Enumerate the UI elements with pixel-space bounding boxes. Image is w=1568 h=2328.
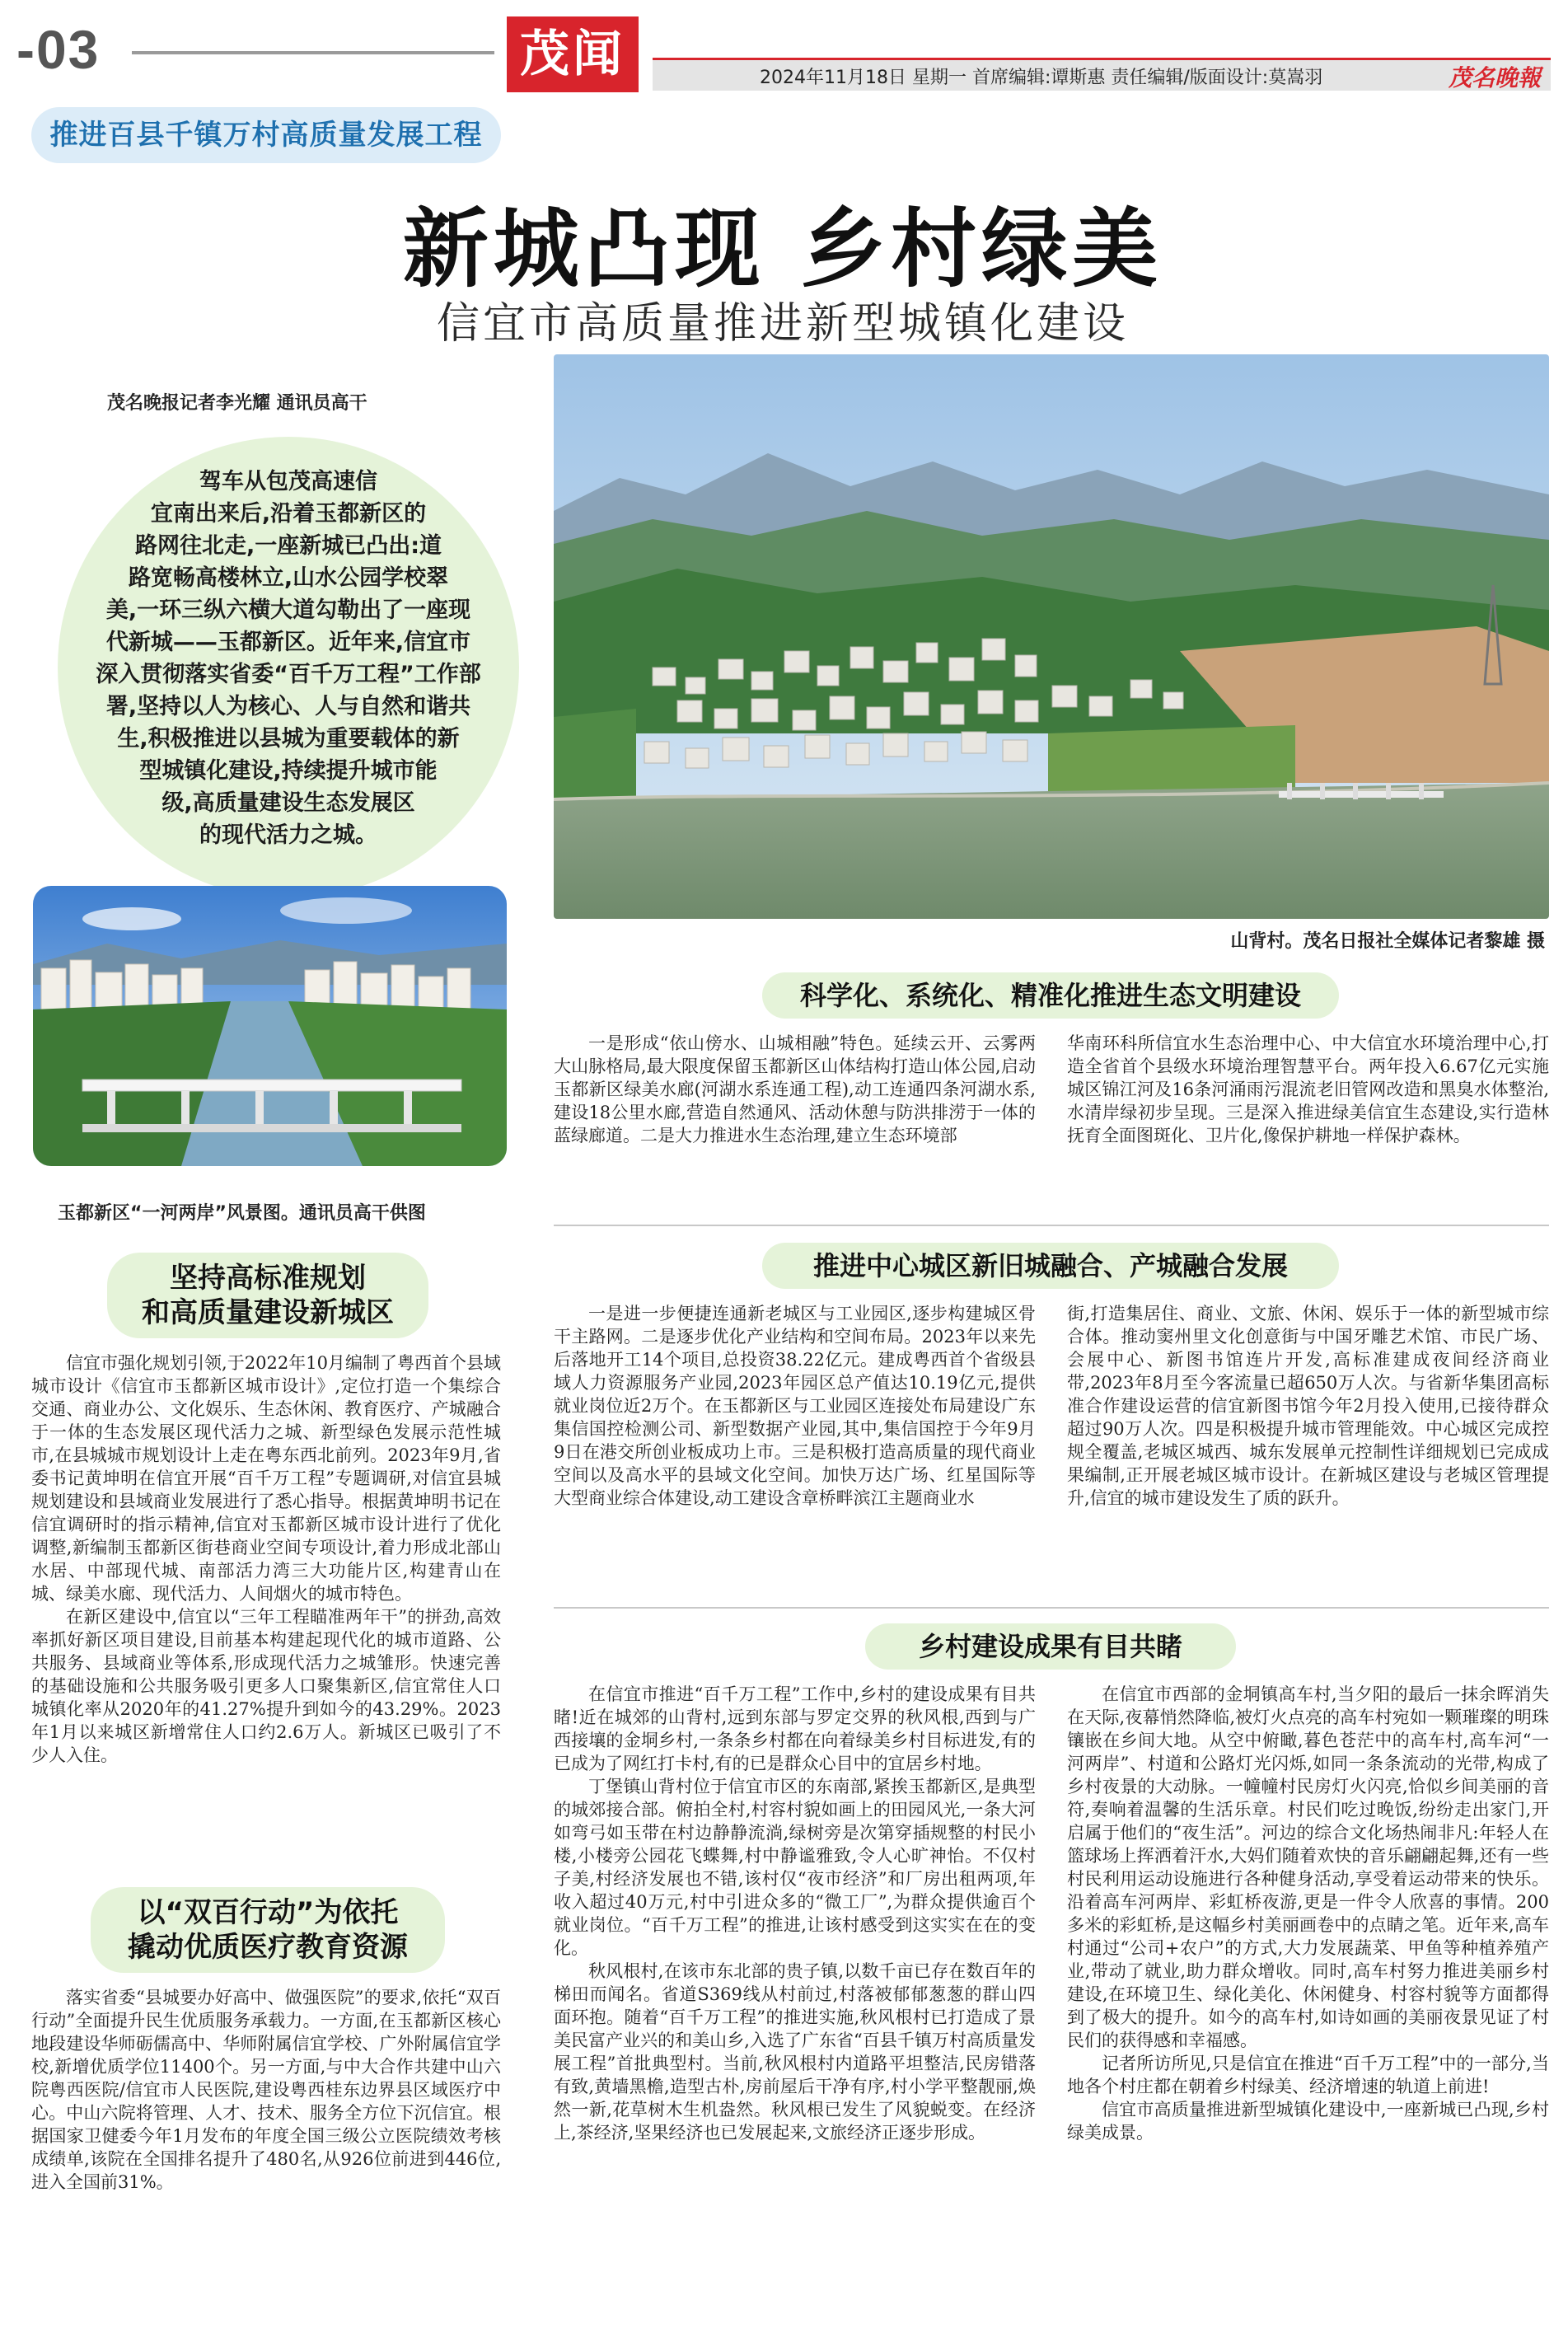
lead-line: 生,积极推进以县城为重要载体的新 — [117, 726, 460, 752]
heading-line: 坚持高标准规划 — [170, 1262, 366, 1295]
byline: 茂名晚报记者李光耀 通讯员高干 — [107, 393, 367, 414]
rural-body-col2 — [1067, 1683, 1549, 2144]
river-scenery-illustration — [33, 886, 507, 1166]
body-paragraph: 在新区建设中,信宜以“三年工程瞄准两年干”的拼劲,高效率抓好新区项目建设,目前基本构建起现代化的城市道路、公共服务、县域商业等体系,形成现代活力之城雏形。快速完善的基础设施和公共服务吸引更多人口聚集新区,信宜常住人口城镇化率从2020年的41.27%提升到如今的43.29%。2023年1月以来城区新增常住人口约2.6万人。新城区已吸引了不少人入住。 — [31, 1607, 501, 1765]
lead-line: 美,一环三纵六横大道勾勒出了一座现 — [105, 597, 471, 623]
section-heading-integration: 推进中心城区新旧城融合、产城融合发展 — [762, 1243, 1339, 1289]
body-paragraph: 落实省委“县城要办好高中、做强医院”的要求,依托“双百行动”全面提升民生优质服务承载力。一方面,在玉都新区核心地段建设华师砺儒高中、华师附属信宜学校、广外附属信宜学校,新增优质学位11400个。另一方面,与中大合作共建中山六院粤西医院/信宜市人民医院,建设粤西桂东边界县区域医疗中心。中山六院将管理、人才、技术、服务全方位下沉信宜。根据国家卫健委今年1月发布的年度全国三级公立医院绩效考核成绩单,该院在全国排名提升了480名,从926位前进到446位,进入全国前31%。 — [31, 1988, 501, 2192]
section-heading-ecology: 科学化、系统化、精准化推进生态文明建设 — [762, 972, 1339, 1019]
river-scenery-photo — [33, 886, 507, 1166]
sub-headline: 信宜市高质量推进新型城镇化建设 — [436, 299, 1129, 349]
heading-line: 撬动优质医疗教育资源 — [128, 1931, 408, 1964]
lead-paragraph — [82, 466, 494, 851]
lead-line: 宜南出来后,沿着玉都新区的 — [150, 501, 427, 527]
hero-photo-caption: 山背村。茂名日报社全媒体记者黎雄 摄 — [1230, 931, 1545, 952]
body-paragraph: 秋风根村,在该市东北部的贵子镇,以数千亩已存在数百年的梯田而闻名。省道S369线从村前过,村落被郁郁葱葱的群山四面环抱。随着“百千万工程”的推进实施,秋风根村已打造成了景美民富产业兴的和美山乡,入选了广东省“百县千镇万村高质量发展工程”首批典型村。当前,秋风根村内道路平坦整洁,民房错落有致,黄墙黑檐,造型古朴,房前屋后干净有序,村小学平整靓丽,焕然一新,花草树木生机盎然。秋风根已发生了风貌蜕变。在经济上,茶经济,坚果经济也已发展起来,文旅经济正逐步形成。 — [554, 1961, 1036, 2143]
body-paragraph: 华南环科所信宜水生态治理中心、中大信宜水环境治理中心,打造全省首个县级水环境治理智慧平台。两年投入6.67亿元实施城区锦江河及16条河涌雨污混流老旧管网改造和黑臭水体整治,水清岸绿初步呈现。三是深入推进绿美信宜生态建设,实行造林抚育全面图斑化、卫片化,像保护耕地一样保护森林。 — [1067, 1033, 1549, 1145]
body-paragraph: 在信宜市推进“百千万工程”工作中,乡村的建设成果有目共睹!近在城郊的山背村,远到东部与罗定交界的秋风根,西到与广西接壤的金垌乡村,一条条乡村都在向着绿美乡村目标进发,有的已成为了网红打卡村,有的已是群众心目中的宜居乡村地。 — [554, 1684, 1036, 1773]
medical-body — [31, 1986, 501, 2194]
lead-line: 深入贯彻落实省委“百千万工程”工作部 — [96, 662, 481, 687]
section-heading-planning — [107, 1253, 428, 1338]
body-paragraph: 信宜市强化规划引领,于2022年10月编制了粤西首个县域城市设计《信宜市玉都新区城市设计》,定位打造一个集综合交通、商业办公、文化娱乐、生态休闲、教育医疗、产城融合于一体的生态发展区现代活力之城、新型绿色发展示范性城市,在县城城市规划设计上走在粤东西北前列。2023年9月,省委书记黄坤明在信宜开展“百千万工程”专题调研,对信宜县城规划建设和县域商业发展进行了悉心指导。根据黄坤明书记在信宜调研时的指示精神,信宜对玉都新区城市设计进行了优化调整,新编制玉都新区街巷商业空间专项设计,着力形成北部山水居、中部现代城、南部活力湾三大功能片区,构建青山在城、绿美水廊、现代活力、人间烟火的城市特色。 — [31, 1353, 501, 1604]
body-paragraph: 一是进一步便捷连通新老城区与工业园区,逐步构建城区骨干主路网。二是逐步优化产业结构和空间布局。2023年以来先后落地开工14个项目,总投资38.22亿元。建成粤西首个省级县域人力资源服务产业园,2023年园区总产值达10.19亿元,提供就业岗位近2万个。在玉都新区与工业园区连接处布局建设广东集信国控检测公司、新型数据产业园,其中,集信国控于今年9月9日在港交所创业板成功上市。三是积极打造高质量的现代商业空间以及高水平的县域文化空间。加快万达广场、红星国际等大型商业综合体建设,动工建设含章桥畔滨江主题商业水 — [554, 1304, 1036, 1508]
lead-line: 路宽畅高楼林立,山水公园学校翠 — [128, 565, 449, 591]
village-aerial-illustration — [554, 354, 1549, 919]
section-label: 茂闻 — [507, 16, 639, 92]
header-rule — [132, 51, 494, 54]
section-divider — [554, 1607, 1549, 1609]
heading-line: 以“双百行动”为依托 — [137, 1896, 399, 1929]
lead-line: 署,坚持以人为核心、人与自然和谐共 — [105, 694, 471, 719]
body-paragraph: 在信宜市西部的金垌镇高车村,当夕阳的最后一抹余晖消失在天际,夜幕悄然降临,被灯火点亮的高车村宛如一颗璀璨的明珠镶嵌在乡间大地。从空中俯瞰,暮色苍茫中的高车村,高车河“一河两岸”、村道和公路灯光闪烁,如同一条条流动的光带,构成了乡村夜景的大动脉。一幢幢村民房灯火闪亮,恰似乡间美丽的音符,奏响着温馨的生活乐章。村民们吃过晚饭,纷纷走出家门,开启属于他们的“夜生活”。河边的综合文化场热闹非凡:年轻人在篮球场上挥洒着汗水,大妈们随着欢快的音乐翩翩起舞,还有一些村民利用运动设施进行各种健身活动,享受着运动带来的快乐。沿着高车河两岸、彩虹桥夜游,更是一件令人欣喜的事情。200多米的彩虹桥,是这幅乡村美丽画卷中的点睛之笔。近年来,高车村通过“公司+农户”的方式,大力发展蔬菜、甲鱼等种植养殖产业,带动了就业,助力群众增收。同时,高车村努力推进美丽乡村建设,在环境卫生、绿化美化、休闲健身、村容村貌等方面都得到了极大的提升。如今的高车村,如诗如画的美丽夜景见证了村民们的获得感和幸福感。 — [1067, 1684, 1549, 2050]
lead-line: 路网往北走,一座新城已凸出:道 — [134, 533, 442, 559]
village-aerial-photo — [554, 354, 1549, 919]
lead-line: 级,高质量建设生态发展区 — [161, 790, 415, 816]
integration-body-col1 — [554, 1302, 1036, 1510]
info-bar — [653, 58, 1551, 91]
newspaper-logo: 茂名晚報 — [1448, 64, 1541, 91]
body-paragraph: 丁堡镇山背村位于信宜市区的东南部,紧挨玉都新区,是典型的城郊接合部。俯拍全村,村容村貌如画上的田园风光,一条大河如弯弓如玉带在村边静静流淌,绿树旁是次第穿插规整的村民小楼,小楼旁公园花飞蝶舞,村中静谧雅致,令人心旷神怡。不仅村子美,村经济发展也不错,该村仅“夜市经济”和厂房出租两项,年收入超过40万元,村中引进众多的“微工厂”,为群众提供逾百个就业岗位。“百千万工程”的推进,让该村感受到这实实在在的变化。 — [554, 1777, 1036, 1958]
date-editor-line: 2024年11月18日 星期一 首席编辑:谭斯惠 责任编辑/版面设计:莫嵩羽 — [760, 68, 1323, 88]
main-headline: 新城凸现 乡村绿美 — [402, 199, 1163, 299]
rural-body-col1 — [554, 1683, 1036, 2144]
river-photo-caption: 玉都新区“一河两岸”风景图。通讯员高干供图 — [58, 1203, 426, 1224]
lead-line: 驾车从包茂高速信 — [199, 469, 377, 494]
ecology-body-col2 — [1067, 1032, 1549, 1147]
integration-body-col2 — [1067, 1302, 1549, 1510]
section-divider — [554, 1225, 1549, 1226]
lead-line: 代新城——玉都新区。近年来,信宜市 — [105, 630, 471, 655]
body-paragraph: 信宜市高质量推进新型城镇化建设中,一座新城已凸现,乡村绿美成景。 — [1067, 2100, 1549, 2143]
planning-body — [31, 1351, 501, 1767]
project-tag: 推进百县千镇万村高质量发展工程 — [31, 107, 501, 163]
body-paragraph: 记者所访所见,只是信宜在推进“百千万工程”中的一部分,当地各个村庄都在朝着乡村绿美、经济增速的轨道上前进! — [1067, 2054, 1549, 2096]
page-number: -03 — [16, 19, 101, 80]
ecology-body-col1 — [554, 1032, 1036, 1147]
body-paragraph: 一是形成“依山傍水、山城相融”特色。延续云开、云雾两大山脉格局,最大限度保留玉都新区山体结构打造山体公园,启动玉都新区绿美水廊(河湖水系连通工程),动工连通四条河湖水系,建设18公里水廊,营造自然通风、活动休憩与防洪排涝于一体的蓝绿廊道。二是大力推进水生态治理,建立生态环境部 — [554, 1033, 1036, 1145]
body-paragraph: 街,打造集居住、商业、文旅、休闲、娱乐于一体的新型城市综合体。推动窦州里文化创意街与中国牙雕艺术馆、市民广场、会展中心、新图书馆连片开发,高标准建成夜间经济商业带,2023年8月至今客流量已超650万人次。与省新华集团高标准合作建设运营的信宜新图书馆今年2月投入使用,已接待群众超过90万人次。四是积极提升城市管理能效。中心城区完成控规全覆盖,老城区城西、城东发展单元控制性详细规划已完成成果编制,正开展老城区城市设计。在新城区建设与老城区管理提升,信宜的城市建设发生了质的跃升。 — [1067, 1304, 1549, 1508]
section-heading-rural: 乡村建设成果有目共睹 — [865, 1623, 1236, 1670]
lead-line: 型城镇化建设,持续提升城市能 — [139, 758, 438, 784]
lead-line: 的现代活力之城。 — [199, 822, 377, 848]
section-heading-medical — [91, 1887, 445, 1973]
heading-line: 和高质量建设新城区 — [142, 1296, 394, 1329]
